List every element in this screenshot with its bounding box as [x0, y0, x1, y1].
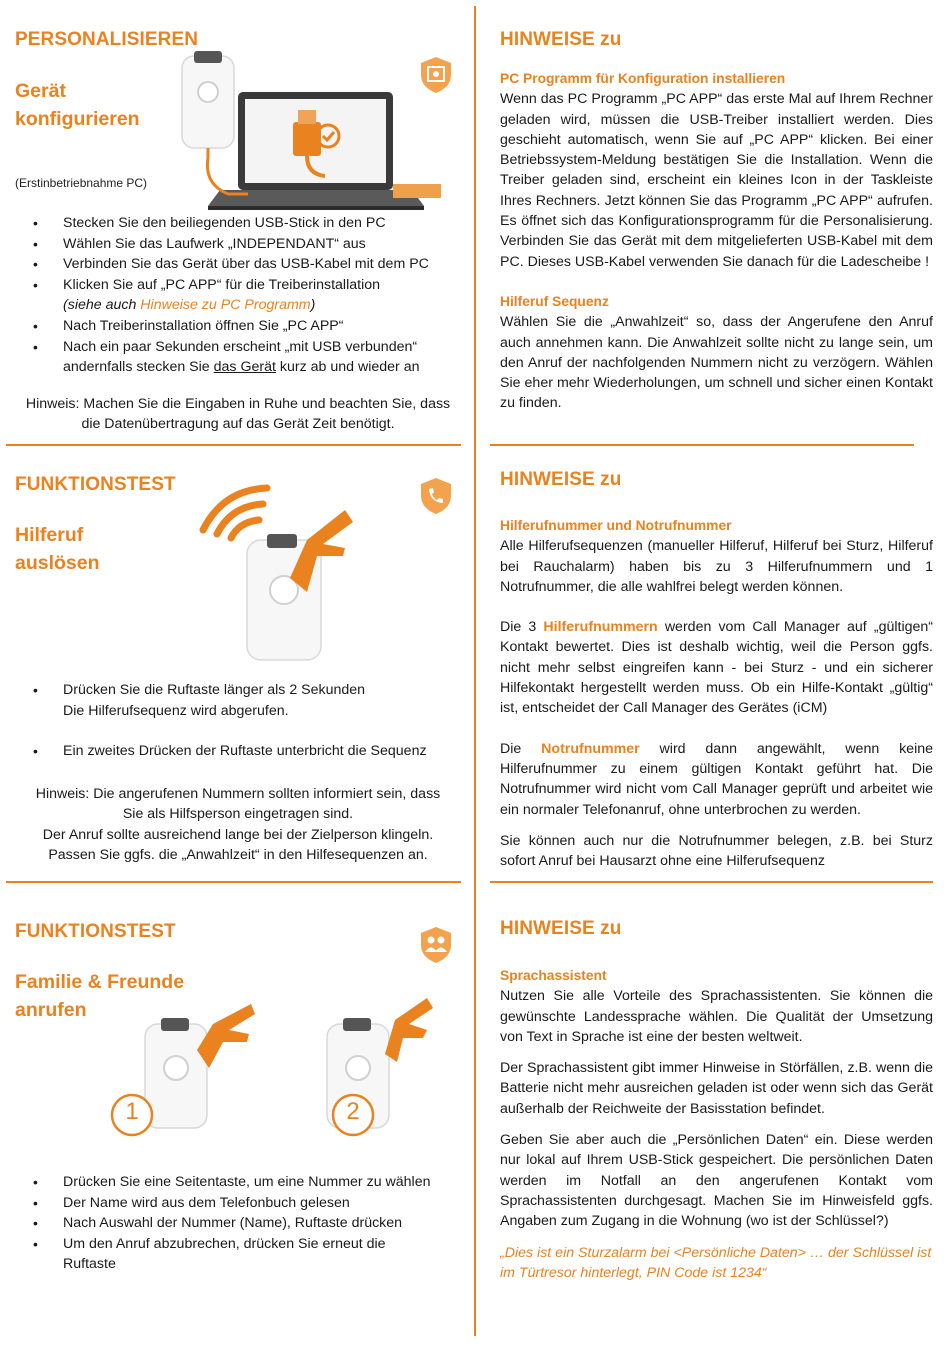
subheading: Hilferuf Sequenz [500, 293, 609, 309]
title-line-1: Familie & Freunde [15, 971, 185, 993]
section-divider-left-2 [6, 881, 461, 883]
paragraph: Wählen Sie die „Anwahlzeit“ so, dass der Angerufene den Anruf auch annehmen kann. Die Anwahlzeit sollte nicht zu lange sein, um den Anruf der nachfolgenden Nummern nicht zu verzögern. Wählen Sie eher mehr Wiederholungen, um schnell und sicher einen Kontakt zu finden. [500, 314, 933, 412]
paragraph: Nutzen Sie alle Vorteile des Sprachassistenten. Sie können die gewünschte Landessprache wählen. Die Qualität der Umsetzung von Text in Sprache ist eine der besten weltweit. [500, 988, 933, 1045]
title-line-2: anrufen [15, 999, 87, 1021]
note-line: Der Anruf sollte ausreichend lange bei der Zielperson klingeln. [42, 826, 434, 843]
text: Die [500, 740, 542, 757]
list-item [15, 680, 460, 721]
hinweis-note-1 [8, 394, 468, 435]
highlight: Notrufnummer [541, 740, 640, 757]
subheading: Hilferufnummer und Notrufnummer [500, 518, 732, 533]
device-press-illustration [195, 482, 355, 664]
section-divider-right-2 [490, 881, 933, 883]
list-item-text: Nach ein paar Sekunden erscheint „mit USB verbunden“ [63, 338, 418, 355]
text: wird dann angewählt, wenn keine Hilferufnummer zu einem gültigen Kontakt geführt hat. Die Notrufnummer wird nicht vom Call Manager geprüft und arbeitet wie ein normaler Telefonanruf, ohne unterbrochen zu werden. [500, 740, 933, 818]
list-item [15, 337, 460, 378]
setup-steps-list [15, 213, 460, 378]
hinweise-hilferufnummer [500, 516, 933, 871]
list-item-text: Die Hilferufsequenz wird abgerufen. [63, 702, 289, 719]
list-item-cont: Ruftaste [63, 1256, 116, 1273]
highlight: Hilferufnummern [543, 619, 658, 636]
hinweis-note-2 [8, 784, 468, 866]
step-number-2: 2 [346, 1098, 360, 1125]
section-heading-hinweise-1: HINWEISE zu [500, 29, 622, 50]
section-divider-left-1 [6, 444, 461, 446]
subtitle: (Erstinbetriebnahme PC) [15, 176, 148, 190]
note-suffix: ) [310, 297, 316, 314]
section-divider-right-1 [490, 444, 914, 446]
list-item: • Nach Auswahl der Nummer (Name), Ruftaste drücken [15, 1213, 460, 1234]
device-laptop-illustration [168, 44, 446, 214]
title-line-1: Gerät [15, 80, 66, 102]
hinweise-sprachassistent [500, 966, 933, 1283]
list-item: • Nach Treiberinstallation öffnen Sie „PC APP“ [15, 316, 460, 337]
subheading: PC Programm für Konfiguration installieren [500, 71, 786, 86]
section-heading-hinweise-2: HINWEISE zu [500, 469, 622, 490]
list-item-text: Drücken Sie die Ruftaste länger als 2 Sekunden [63, 682, 366, 698]
list-item: • Der Name wird aus dem Telefonbuch gelesen [15, 1193, 460, 1214]
hinweise-pc-programm-link[interactable]: Hinweise zu PC Programm [140, 297, 311, 314]
note-line: Hinweis: Die angerufenen Nummern sollten informiert sein, dass [35, 786, 441, 802]
list-item-text: Klicken Sie auf „PC APP“ für die Treiberinstallation [63, 276, 381, 293]
settings-shield-icon [418, 55, 454, 95]
step-number-1: 1 [125, 1098, 139, 1125]
section-heading-funktionstest-2: FUNKTIONSTEST [15, 921, 176, 942]
note-line: die Datenübertragung auf das Gerät Zeit benötigt. [81, 416, 395, 433]
paragraph: Wenn das PC Programm „PC APP“ das erste Mal auf Ihrem Rechner geladen wird, müssen die USB-Treiber installiert werden. Dies geschieht automatisch, wenn Sie auf „PC APP“ klicken. Bei einer Betriebssystem-Meldung bestätigen Sie die Installation. Wenn die Treiber geladen sind, erscheint ein kleines Icon in der Taskleiste Ihres Rechners. Jetzt können Sie das Programm „PC APP“ aufrufen. Es öffnet sich das Konfigurationsprogramm für die Personalisierung. Verbinden Sie das Gerät mit dem mitgelieferten USB-Kabel mit dem PC. Dieses USB-Kabel verwenden Sie danach für die Ladescheibe ! [500, 91, 933, 270]
hinweise-pc-programm [500, 69, 933, 414]
phone-shield-icon [418, 476, 454, 516]
title-line-2: konfigurieren [15, 108, 140, 130]
list-item: • Wählen Sie das Laufwerk „INDEPENDANT“ aus [15, 234, 460, 255]
list-item-cont: andernfalls stecken Sie [63, 359, 214, 376]
title-line-2: auslösen [15, 552, 100, 574]
list-item-cont-end: kurz ab und wieder an [275, 359, 420, 376]
note-line: Passen Sie ggfs. die „Anwahlzeit“ in den Hilfesequenzen an. [48, 847, 428, 864]
family-call-steps-list [15, 1172, 460, 1275]
subheading: Sprachassistent [500, 968, 607, 983]
family-call-illustration [105, 990, 435, 1140]
list-item-text: Um den Anruf abzubrechen, drücken Sie erneut die [63, 1235, 386, 1252]
title-line-1: Hilferuf [15, 524, 84, 546]
example-quote: „Dies ist ein Sturzalarm bei <Persönliche Daten> … der Schlüssel ist im Türtresor hinterlegt, PIN Code ist 1234“ [500, 1244, 932, 1281]
hilferuf-steps-list [15, 680, 460, 762]
paragraph: Sie können auch nur die Notrufnummer belegen, z.B. bei Sturz sofort Anruf bei Hausarzt ohne eine Hilferufsequenz [500, 832, 933, 870]
list-item: • Stecken Sie den beiliegenden USB-Stick in den PC [15, 213, 460, 234]
paragraph: Alle Hilferufsequenzen (manueller Hilferuf, Hilferuf bei Sturz, Hilferuf bei Rauchalarm) haben bis zu 3 Hilferufnummern und 1 Notrufnummer, die alle wahlfrei belegt werden können. [500, 538, 933, 595]
text: werden vom Call Manager auf „gültigen“ Kontakt bewertet. Dies ist deshalb wichtig, weil die Person ggfs. nicht mehr selbst eingreifen kann - bei Sturz - und ein sicherer Hilfekontakt hergestellt werden muss. Ob ein Hilfe-Kontakt „gültig“ ist, entscheidet der Call Manager des Gerätes (iCM) [500, 619, 934, 717]
vertical-divider [474, 6, 476, 1336]
paragraph: Der Sprachassistent gibt immer Hinweise in Störfällen, z.B. wenn die Batterie nicht mehr ausreichen geladen ist oder wenn sich das Gerät außerhalb der Reichweite der Basisstation befindet. [500, 1060, 933, 1117]
list-item [15, 1234, 460, 1275]
note-line: Sie als Hilfsperson eingetragen sind. [122, 806, 354, 823]
underlined-text: das Gerät [213, 359, 276, 376]
note-prefix: (siehe auch [63, 297, 141, 314]
section-heading-hinweise-3: HINWEISE zu [500, 918, 622, 939]
list-item: • Drücken Sie eine Seitentaste, um eine Nummer zu wählen [15, 1172, 460, 1193]
list-item: • Verbinden Sie das Gerät über das USB-Kabel mit dem PC [15, 254, 460, 275]
section-heading-personalisieren: PERSONALISIEREN [15, 29, 199, 50]
family-shield-icon [418, 925, 454, 965]
list-item [15, 275, 460, 316]
text: Die 3 [500, 619, 544, 636]
paragraph: Geben Sie aber auch die „Persönlichen Daten“ ein. Diese werden nur lokal auf Ihrem USB-Stick gespeichert. Die persönlichen Daten werden im Notfall an den angerufenen Kontakt vom Sprachassistenten durchgesagt. Machen Sie im Hinweisfeld ggfs. Angaben zum Zugang in die Wohnung (wo ist der Schlüssel?) [500, 1132, 933, 1230]
note-line: Hinweis: Machen Sie die Eingaben in Ruhe und beachten Sie, dass [25, 396, 451, 412]
section-heading-funktionstest-1: FUNKTIONSTEST [15, 474, 176, 495]
list-item: • Ein zweites Drücken der Ruftaste unterbricht die Sequenz [15, 741, 460, 762]
